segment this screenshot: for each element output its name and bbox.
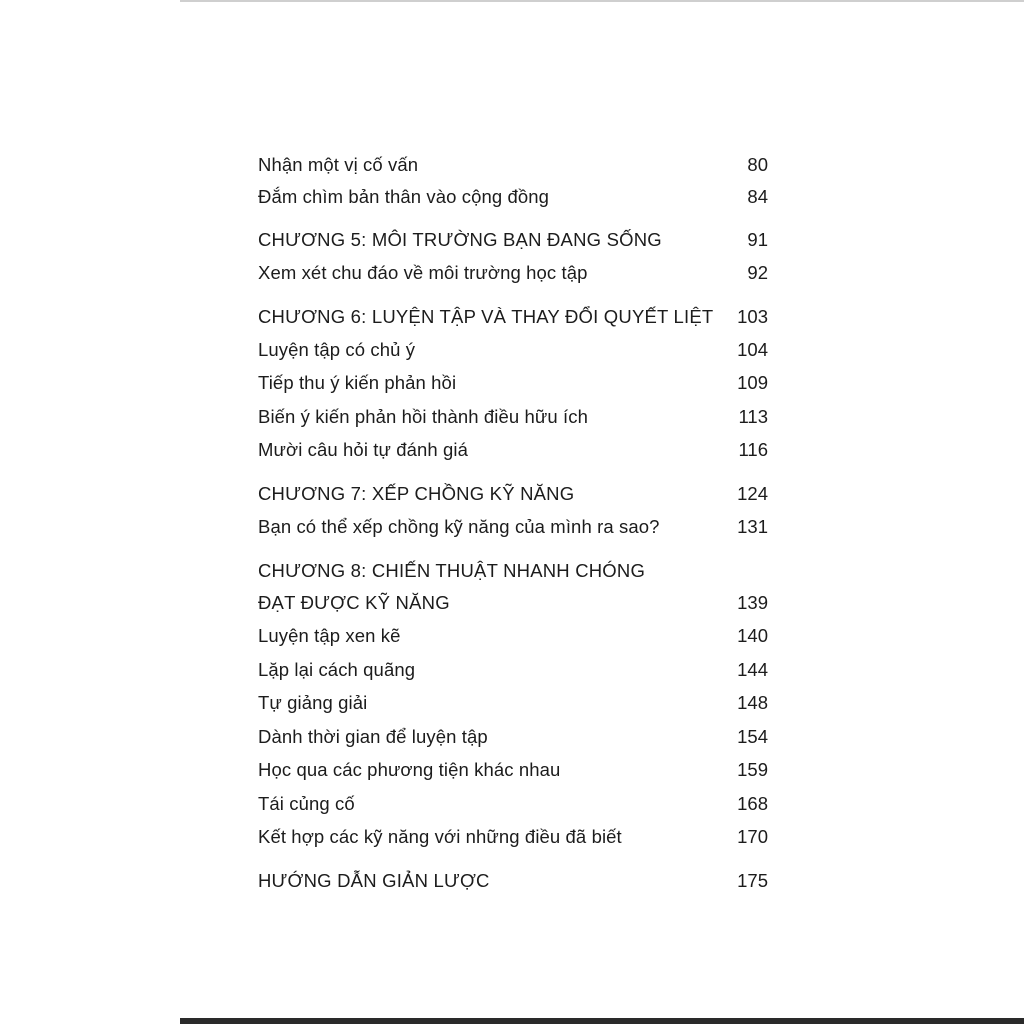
toc-chapter-heading bbox=[258, 301, 768, 333]
toc-entry-page: 175 bbox=[737, 870, 768, 891]
toc-entry-page: 148 bbox=[737, 692, 768, 713]
toc-entry-title: Nhận một vị cố vấn bbox=[258, 154, 419, 175]
toc-entry bbox=[258, 721, 768, 753]
toc-entry bbox=[258, 754, 768, 786]
toc-entry-page: 103 bbox=[737, 306, 768, 327]
toc-entry-title: Mười câu hỏi tự đánh giá bbox=[258, 439, 469, 460]
toc-entry bbox=[258, 181, 768, 213]
toc-entry bbox=[258, 511, 768, 543]
toc-entry bbox=[258, 620, 768, 652]
toc-entry-page: 116 bbox=[738, 439, 768, 460]
toc-entry bbox=[258, 401, 768, 433]
toc-entry-page: 124 bbox=[737, 483, 768, 504]
toc-entry bbox=[258, 334, 768, 366]
toc-entry-title: CHƯƠNG 7: XẾP CHỒNG KỸ NĂNG bbox=[258, 483, 575, 504]
toc-entry-title: CHƯƠNG 6: LUYỆN TẬP VÀ THAY ĐỔI QUYẾT LIỆT bbox=[258, 306, 714, 327]
toc-chapter-heading bbox=[258, 478, 768, 510]
toc-entry-page: 80 bbox=[747, 154, 768, 175]
toc-chapter-heading bbox=[258, 865, 768, 897]
toc-entry-title: Tự giảng giải bbox=[258, 692, 368, 713]
toc-entry-title: Kết hợp các kỹ năng với những điều đã biết bbox=[258, 826, 622, 847]
toc-entry-title: Luyện tập xen kẽ bbox=[258, 625, 401, 646]
toc-entry-title: Tái củng cố bbox=[258, 793, 355, 814]
toc-entry bbox=[258, 367, 768, 399]
toc-entry-page: 140 bbox=[737, 625, 768, 646]
toc-entry-page: 154 bbox=[737, 726, 768, 747]
toc-entry-title: Dành thời gian để luyện tập bbox=[258, 726, 488, 747]
toc-entry bbox=[258, 149, 768, 181]
toc-entry-page: 92 bbox=[747, 262, 768, 283]
toc-entry-page: 168 bbox=[737, 793, 768, 814]
toc-entry-page: 104 bbox=[737, 339, 768, 360]
toc-entry-title: Luyện tập có chủ ý bbox=[258, 339, 416, 360]
toc-entry bbox=[258, 654, 768, 686]
toc-entry bbox=[258, 434, 768, 466]
toc-entry-page: 170 bbox=[737, 826, 768, 847]
toc-entry-title: Đắm chìm bản thân vào cộng đồng bbox=[258, 186, 550, 207]
toc-entry bbox=[258, 257, 768, 289]
toc-entry-page: 84 bbox=[747, 186, 768, 207]
toc-entry-title: Học qua các phương tiện khác nhau bbox=[258, 759, 561, 780]
toc-entry-title: Bạn có thể xếp chồng kỹ năng của mình ra sao? bbox=[258, 516, 660, 537]
page-bottom-edge bbox=[180, 1018, 1024, 1024]
toc-entry bbox=[258, 821, 768, 853]
toc-chapter-heading bbox=[258, 224, 768, 256]
toc-entry-title: Xem xét chu đáo về môi trường học tập bbox=[258, 262, 588, 283]
toc-entry-title: Tiếp thu ý kiến phản hồi bbox=[258, 372, 457, 393]
toc-entry-title: CHƯƠNG 8: CHIẾN THUẬT NHANH CHÓNG bbox=[258, 560, 646, 581]
toc-entry-title: Lặp lại cách quãng bbox=[258, 659, 416, 680]
toc-entry-title: CHƯƠNG 5: MÔI TRƯỜNG BẠN ĐANG SỐNG bbox=[258, 229, 662, 250]
toc-entry-page: 131 bbox=[737, 516, 768, 537]
toc-entry-page: 91 bbox=[747, 229, 768, 250]
toc-entry-page: 113 bbox=[738, 406, 768, 427]
toc-entry-page: 139 bbox=[737, 592, 768, 613]
toc-entry bbox=[258, 687, 768, 719]
toc-entry-page: 159 bbox=[737, 759, 768, 780]
toc-chapter-heading bbox=[258, 587, 768, 619]
toc-chapter-heading bbox=[258, 555, 768, 587]
toc-entry bbox=[258, 788, 768, 820]
toc-entry-title: HƯỚNG DẪN GIẢN LƯỢC bbox=[258, 870, 490, 891]
toc-entry-page: 144 bbox=[737, 659, 768, 680]
toc-entry-page: 109 bbox=[737, 372, 768, 393]
toc-entry-title: ĐẠT ĐƯỢC KỸ NĂNG bbox=[258, 592, 450, 613]
toc-entry-title: Biến ý kiến phản hồi thành điều hữu ích bbox=[258, 406, 588, 427]
